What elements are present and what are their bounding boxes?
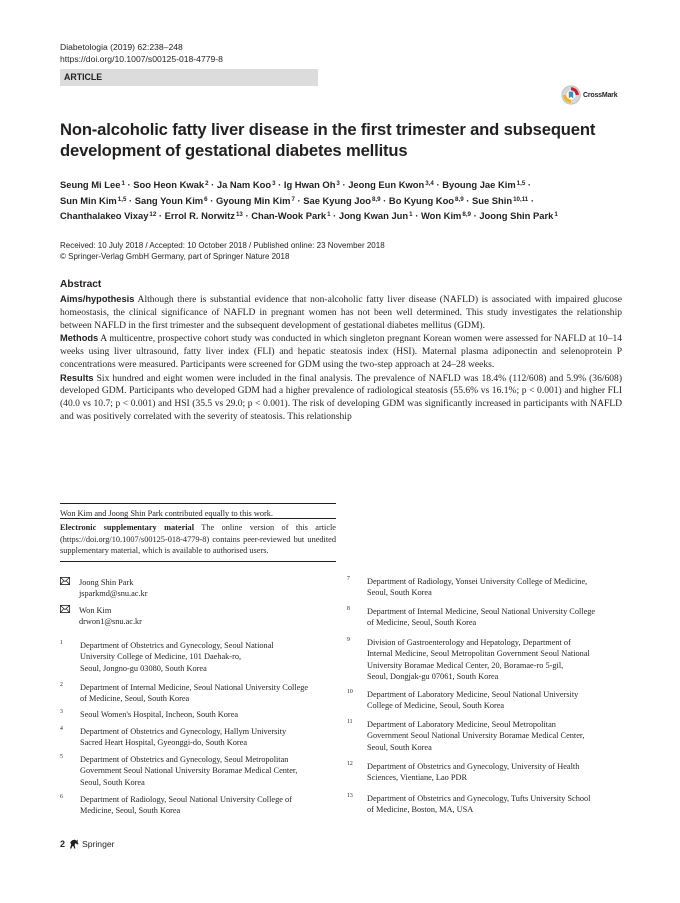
affiliation-line: University Boramae Medical Center, 20, Boramae-ro 5-gil, bbox=[367, 660, 564, 670]
author-affiliation-mark: 13 bbox=[235, 211, 243, 219]
author[interactable] bbox=[348, 179, 434, 190]
affiliation-line: Division of Gastroenterology and Hepatology, Department of bbox=[367, 638, 571, 647]
author-separator: · bbox=[380, 194, 389, 206]
affiliation-number: 7 bbox=[347, 576, 350, 582]
author[interactable] bbox=[251, 210, 330, 221]
affiliation-line: Seoul, Jongno-gu 03080, South Korea bbox=[80, 663, 207, 673]
affiliation-line: Department of Obstetrics and Gynecology, Seoul National bbox=[80, 641, 274, 650]
affiliation-line: of Medicine, Seoul, South Korea bbox=[367, 618, 477, 628]
author-affiliation-mark: 8,9 bbox=[455, 195, 464, 203]
footnote-divider bbox=[60, 561, 336, 562]
author[interactable] bbox=[303, 195, 380, 206]
affiliation-line: Internal Medicine, Seoul Metropolitan Government Seoul National bbox=[367, 649, 590, 659]
correspondent-name: Won Kim bbox=[79, 606, 112, 615]
affiliation-text bbox=[80, 640, 342, 674]
abstract-section-text: Six hundred and eight women were included in the final analysis. The prevalence of NAFLD was 18.4% (112/608) and 5.9% (36/608) developed GDM. Participants who developed GDM had a higher prevalence of radiological steatosis (55.6% vs 16.1%; p < 0.001) and higher FLI (40.0 vs 10.7; p < 0.001) and HSI (35.5 vs 29.0; p < 0.001). The risk of developing GDM was significantly increased in participants with NAFLD and was positively correlated with the severity of steatosis. This relationship bbox=[60, 372, 622, 422]
affiliation-line: Seoul Women's Hospital, Incheon, South Korea bbox=[80, 710, 239, 719]
author-affiliation-mark: 1,5 bbox=[117, 195, 127, 203]
affiliation-entry bbox=[347, 576, 639, 599]
author-affiliation-mark: 8,9 bbox=[371, 195, 381, 203]
author-name: Jeong Eun Kwon bbox=[348, 179, 425, 190]
affiliation-text bbox=[80, 794, 342, 817]
affiliation-line: Department of Obstetrics and Gynecology, University of Health bbox=[367, 762, 580, 771]
author-name: Sue Shin bbox=[471, 194, 513, 206]
affiliation-number: 1 bbox=[60, 640, 63, 646]
affiliation-entry bbox=[347, 761, 639, 784]
page-footer bbox=[60, 838, 115, 850]
author[interactable] bbox=[133, 179, 208, 190]
affiliation-number: 5 bbox=[60, 754, 63, 760]
affiliation-entry bbox=[347, 719, 639, 753]
journal-info bbox=[60, 42, 223, 65]
author-name: Jong Kwan Jun bbox=[338, 210, 409, 222]
affiliation-number: 4 bbox=[60, 726, 63, 732]
author-name: Won Kim bbox=[420, 210, 462, 222]
author-affiliation-mark: 12 bbox=[149, 211, 157, 219]
envelope-icon bbox=[60, 605, 70, 613]
author[interactable] bbox=[60, 210, 156, 221]
affiliation-text bbox=[80, 754, 342, 788]
affiliation-line: Seoul, South Korea bbox=[367, 588, 432, 598]
affiliation-entry bbox=[60, 682, 342, 705]
author-name: Errol R. Norwitz bbox=[164, 210, 235, 222]
author[interactable] bbox=[284, 179, 340, 190]
affiliation-line: University College of Medicine, 101 Daehak-ro, bbox=[80, 652, 242, 662]
author-name: Chan-Wook Park bbox=[251, 210, 327, 222]
journal-doi: https://doi.org/10.1007/s00125-018-4779-8 bbox=[60, 53, 223, 64]
affiliation-number: 12 bbox=[347, 761, 353, 767]
author[interactable] bbox=[421, 210, 471, 221]
abstract-section bbox=[60, 372, 622, 424]
author-separator: · bbox=[463, 194, 472, 206]
affiliation-line: Seoul, South Korea bbox=[367, 742, 432, 752]
abstract-section-label: Methods bbox=[60, 333, 99, 344]
affiliation-line: Government Seoul National University Boramae Medical Center, bbox=[80, 766, 298, 776]
author-affiliation-mark: 1 bbox=[409, 211, 413, 219]
correspondence-entry bbox=[60, 605, 340, 627]
author-separator: · bbox=[208, 179, 217, 190]
affiliation-text bbox=[367, 719, 639, 753]
affiliation-entry bbox=[60, 709, 342, 720]
author-name: Joong Shin Park bbox=[479, 210, 554, 222]
author-name: Ig Hwan Oh bbox=[283, 179, 336, 190]
abstract-section-text: A multicentre, prospective cohort study was conducted in which singleton pregnant Korean women were assessed for NAFLD at 10–14 weeks using liver ultrasound, fatty liver index (FLI) and hepatic steatosis index (HSI). Maternal plasma adiponectin and selenoprotein P concentrations were measured. Participants were screened for GDM using the two-step approach at 24–28 weeks. bbox=[60, 333, 622, 370]
author-name: Gyoung Min Kim bbox=[215, 194, 291, 206]
affiliation-line: Seoul, Dongjak-gu 07061, South Korea bbox=[367, 671, 499, 681]
abstract-section bbox=[60, 332, 622, 371]
springer-horse-icon bbox=[68, 838, 80, 850]
crossmark-icon bbox=[561, 85, 581, 105]
affiliation-line: of Medicine, Boston, MA, USA bbox=[367, 805, 474, 815]
footnote-divider bbox=[60, 518, 336, 519]
author[interactable] bbox=[472, 195, 528, 206]
envelope-icon bbox=[60, 577, 70, 585]
esm-text: The online version of this article (https://doi.org/10.1007/s00125-018-4779-8) contains peer-reviewed but unedited supplementary material, which is available to authorised users. bbox=[60, 523, 336, 556]
affiliation-text bbox=[80, 709, 342, 720]
author-line bbox=[60, 208, 630, 224]
author[interactable] bbox=[389, 195, 464, 206]
author-name: Sang Youn Kim bbox=[134, 194, 204, 206]
author-affiliation-mark: 1 bbox=[554, 211, 558, 219]
affiliation-line: Department of Obstetrics and Gynecology, Hallym University bbox=[80, 727, 287, 736]
affiliation-line: College of Medicine, Seoul, South Korea bbox=[367, 701, 505, 711]
author-separator: · bbox=[275, 179, 284, 190]
affiliation-text bbox=[367, 576, 639, 599]
copyright-line: © Springer-Verlag GmbH Germany, part of Springer Nature 2018 bbox=[60, 252, 290, 261]
author-affiliation-mark: 10,11 bbox=[513, 195, 529, 203]
affiliation-line: Medicine, Seoul, South Korea bbox=[80, 806, 181, 816]
affiliation-text bbox=[80, 682, 342, 705]
author-affiliation-mark: 7 bbox=[291, 195, 295, 203]
author-separator: · bbox=[124, 179, 134, 190]
author-separator: · bbox=[412, 210, 421, 222]
title-line: development of gestational diabetes mellitus bbox=[60, 141, 408, 160]
abstract-section-text: Although there is substantial evidence that non-alcoholic fatty liver disease (NAFLD) is associated with impaired glucose homeostasis, the clinical significance of NAFLD in pregnant women has not been well determined. This study investigates the relationship between NAFLD in the first trimester and the subsequent development of gestational diabetes mellitus (GDM). bbox=[60, 294, 622, 331]
contribution-note: Won Kim and Joong Shin Park contributed equally to this work. bbox=[60, 509, 273, 518]
affiliation-number: 10 bbox=[347, 689, 353, 695]
author[interactable] bbox=[165, 210, 243, 221]
author-separator: · bbox=[471, 210, 480, 222]
author-separator: · bbox=[330, 210, 339, 222]
abstract-section-label: Results bbox=[60, 372, 94, 383]
author[interactable] bbox=[217, 179, 276, 190]
affiliation-text bbox=[367, 606, 639, 629]
author[interactable] bbox=[479, 210, 557, 221]
affiliation-number: 6 bbox=[60, 794, 63, 800]
author-affiliation-mark: 8,9 bbox=[462, 211, 471, 219]
author-name: Byoung Jae Kim bbox=[442, 179, 516, 190]
affiliation-number: 3 bbox=[60, 709, 63, 715]
author[interactable] bbox=[339, 210, 413, 221]
affiliation-entry bbox=[60, 640, 342, 674]
author-name: Sun Min Kim bbox=[60, 194, 117, 206]
author-name: Soo Heon Kwak bbox=[133, 179, 205, 190]
author-name: Seung Mi Lee bbox=[60, 179, 121, 190]
affiliation-line: Department of Obstetrics and Gynecology, Tufts University School bbox=[367, 794, 591, 803]
author-separator: · bbox=[294, 194, 304, 206]
esm-label: Electronic supplementary material bbox=[60, 523, 195, 532]
author[interactable] bbox=[60, 195, 126, 206]
affiliation-line: Sciences, Vientiane, Lao PDR bbox=[367, 773, 468, 783]
correspondence-entry bbox=[60, 577, 340, 599]
affiliation-number: 11 bbox=[347, 719, 353, 725]
author-affiliation-mark: 3,4 bbox=[425, 180, 434, 187]
author-separator: · bbox=[433, 179, 443, 190]
affiliation-text bbox=[367, 637, 639, 682]
author-separator: · bbox=[525, 179, 532, 190]
affiliation-line: Seoul, South Korea bbox=[80, 777, 145, 787]
author-affiliation-mark: 1,5 bbox=[516, 180, 526, 187]
supplementary-note bbox=[60, 522, 336, 557]
footnote-divider bbox=[60, 503, 336, 504]
affiliation-line: Sacred Heart Hospital, Gyeonggi-do, South Korea bbox=[80, 738, 248, 748]
author[interactable] bbox=[216, 195, 295, 206]
journal-citation: Diabetologia (2019) 62:238–248 bbox=[60, 42, 183, 52]
affiliation-line: Department of Radiology, Seoul National University College of bbox=[80, 795, 292, 804]
author-separator: · bbox=[207, 194, 216, 206]
affiliation-entry bbox=[347, 793, 639, 816]
author[interactable] bbox=[60, 179, 125, 190]
affiliation-text bbox=[80, 726, 342, 749]
affiliation-line: of Medicine, Seoul, South Korea bbox=[80, 694, 190, 704]
abstract-heading: Abstract bbox=[60, 279, 102, 290]
affiliation-entry bbox=[347, 606, 639, 629]
author-affiliation-mark: 1 bbox=[121, 180, 125, 187]
crossmark-badge[interactable] bbox=[561, 84, 625, 106]
title-line: Non-alcoholic fatty liver disease in the first trimester and subsequent bbox=[60, 120, 596, 139]
affiliation-number: 2 bbox=[60, 682, 63, 688]
publication-dates bbox=[60, 240, 385, 262]
affiliation-entry bbox=[347, 689, 639, 712]
affiliation-number: 9 bbox=[347, 637, 350, 643]
correspondent-email[interactable]: jsparkmd@snu.ac.kr bbox=[79, 589, 148, 599]
crossmark-label: CrossMark bbox=[583, 91, 618, 99]
abstract-section-label: Aims/hypothesis bbox=[60, 294, 135, 304]
author-name: Bo Kyung Koo bbox=[388, 194, 455, 206]
author-affiliation-mark: 6 bbox=[204, 195, 208, 203]
article-title bbox=[60, 119, 620, 161]
author-name: Ja Nam Koo bbox=[216, 179, 272, 190]
affiliation-line: Department of Internal Medicine, Seoul National University College bbox=[80, 683, 309, 692]
affiliation-entry bbox=[60, 754, 342, 788]
affiliation-number: 13 bbox=[347, 793, 353, 799]
author-separator: · bbox=[339, 179, 349, 190]
affiliation-entry bbox=[60, 794, 342, 817]
history-dates: Received: 10 July 2018 / Accepted: 10 October 2018 / Published online: 23 November 2018 bbox=[60, 241, 385, 250]
author-separator: · bbox=[242, 210, 252, 222]
affiliation-line: Department of Obstetrics and Gynecology, Seoul Metropolitan bbox=[80, 755, 289, 764]
author-affiliation-mark: 1 bbox=[327, 211, 331, 219]
author-line bbox=[60, 177, 630, 193]
author-list bbox=[60, 177, 630, 224]
correspondent-email[interactable]: drwon1@snu.ac.kr bbox=[79, 617, 142, 627]
author[interactable] bbox=[442, 179, 525, 190]
author-affiliation-mark: 3 bbox=[336, 180, 340, 187]
affiliation-entry bbox=[60, 726, 342, 749]
author-name: Chanthalakeo Vixay bbox=[60, 210, 149, 222]
affiliation-text bbox=[367, 793, 639, 816]
author-separator: · bbox=[528, 194, 534, 206]
affiliation-line: Department of Radiology, Yonsei University College of Medicine, bbox=[367, 577, 588, 586]
correspondent-name: Joong Shin Park bbox=[79, 578, 134, 587]
abstract-section bbox=[60, 293, 622, 332]
affiliation-line: Department of Laboratory Medicine, Seoul National University bbox=[367, 690, 579, 699]
author-separator: · bbox=[126, 194, 135, 206]
affiliation-text bbox=[367, 689, 639, 712]
author-separator: · bbox=[156, 210, 165, 222]
author-name: Sae Kyung Joo bbox=[303, 194, 371, 206]
affiliation-line: Department of Laboratory Medicine, Seoul Metropolitan bbox=[367, 720, 556, 729]
author-affiliation-mark: 2 bbox=[205, 180, 209, 187]
affiliation-text bbox=[367, 761, 639, 784]
affiliation-entry bbox=[347, 637, 639, 682]
author-affiliation-mark: 3 bbox=[272, 180, 276, 187]
affiliation-number: 8 bbox=[347, 606, 350, 612]
affiliation-line: Government Seoul National University Boramae Medical Center, bbox=[367, 731, 585, 741]
affiliation-line: Department of Internal Medicine, Seoul National University College bbox=[367, 607, 596, 616]
author[interactable] bbox=[135, 195, 208, 206]
article-type-banner: ARTICLE bbox=[60, 69, 318, 86]
publisher-name: Springer bbox=[82, 839, 115, 849]
page-number: 2 bbox=[60, 839, 66, 849]
author-line bbox=[60, 193, 630, 209]
abstract-body bbox=[60, 293, 622, 424]
